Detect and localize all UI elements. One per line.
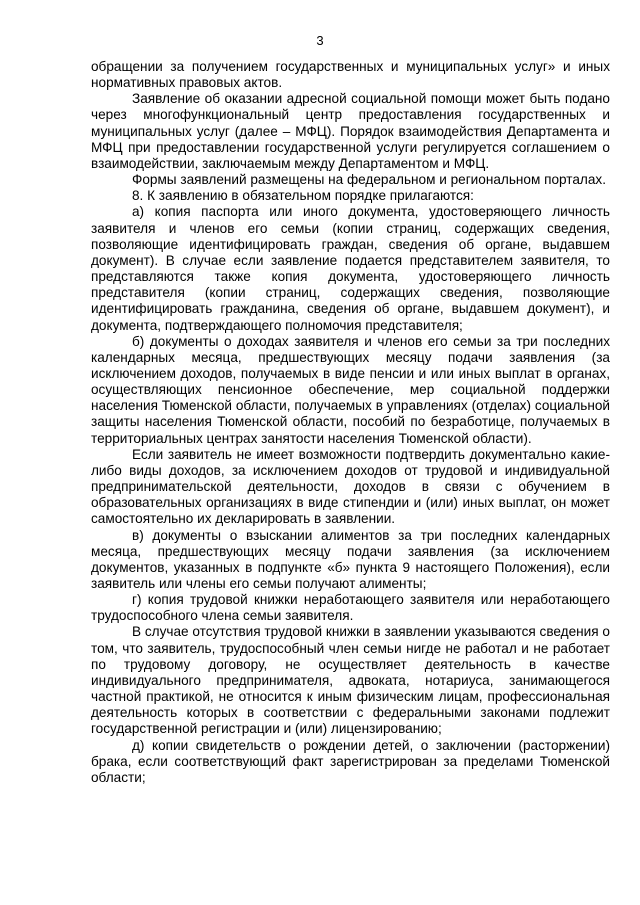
paragraph-continuation: обращении за получением государственных и муниципальных услуг» и иных нормативных правовых актов. [91, 59, 610, 91]
paragraph-no-work-book: В случае отсутствия трудовой книжки в заявлении указываются сведения о том, что заявитель, трудоспособный член семьи нигде не работал и не работает по трудовому договору, не осуществляет деятельность в качестве индивидуального предпринимателя, адвоката, нотариуса, занимающегося частной практикой, не относится к иным физическим лицам, профессиональная деятельность которых в соответствии с федеральными законами подлежит государственной регистрации и (или) лицензированию; [91, 624, 610, 737]
paragraph-item-g: г) копия трудовой книжки неработающего заявителя или неработающего трудоспособного члена семьи заявителя. [91, 592, 610, 624]
paragraph-mfc-application: Заявление об оказании адресной социальной помощи может быть подано через многофункциональный центр предоставления государственных и муниципальных услуг (далее – МФЦ). Порядок взаимодействия Департамента и МФЦ при предоставлении государственной услуги регулируется соглашением о взаимодействии, заключаемым между Департаментом и МФЦ. [91, 91, 610, 171]
paragraph-section-8-heading: 8. К заявлению в обязательном порядке прилагаются: [132, 188, 474, 204]
paragraph-item-b: б) документы о доходах заявителя и членов его семьи за три последних календарных месяца, предшествующих месяцу подачи заявления (за исключением доходов, получаемых в виде пенсии и или иных выплат в органах, осуществляющих пенсионное обеспечение, мер социальной поддержки населения Тюменской области, получаемых в управлениях (отделах) социальной защиты населения Тюменской области, пособий по безработице, получаемых в территориальных центрах занятости населения Тюменской области). [91, 333, 610, 446]
page-number: 3 [316, 33, 324, 48]
paragraph-item-v: в) документы о взыскании алиментов за три последних календарных месяца, предшествующих месяцу подачи заявления (за исключением документов, указанных в подпункте «б» пункта 9 настоящего Положения), если заявитель или члены его семьи получают алименты; [91, 527, 610, 591]
paragraph-item-d: д) копии свидетельств о рождении детей, о заключении (расторжении) брака, если соответствующий факт зарегистрирован за пределами Тюменской области; [91, 737, 610, 785]
paragraph-item-a: а) копия паспорта или иного документа, удостоверяющего личность заявителя и членов его семьи (копии страниц, содержащих сведения, позволяющие идентифицировать граждан, сведения об органе, выдавшем документ). В случае если заявление подается представителем заявителя, то представляются также копия документа, удостоверяющего личность представителя (копии страниц, содержащих сведения, позволяющие идентифицировать гражданина, сведения об органе, выдавшем документ), и документа, подтверждающего полномочия представителя; [91, 204, 610, 333]
paragraph-income-declaration: Если заявитель не имеет возможности подтвердить документально какие-либо виды доходов, за исключением доходов от трудовой и индивидуальной предпринимательской деятельности, доходов в связи с обучением в образовательных организациях в виде стипендии и (или) иных выплат, он может самостоятельно их декларировать в заявлении. [91, 446, 610, 527]
document-body [91, 59, 610, 786]
paragraph-application-forms: Формы заявлений размещены на федеральном и региональном порталах. [132, 172, 606, 188]
